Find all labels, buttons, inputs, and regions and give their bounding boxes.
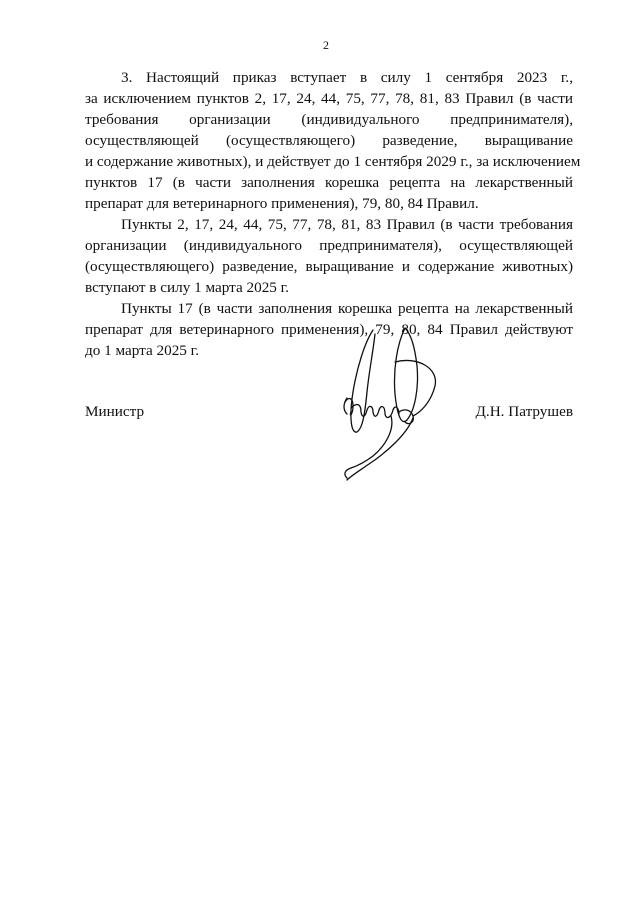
paragraph-effective-date: [85, 67, 581, 214]
paragraph-line: и содержание животных), и действует до 1 сентября 2029 г., за исключением: [85, 153, 581, 170]
paragraph-line: препарат для ветеринарного применения), 79, 80, 84 Правил.: [85, 195, 479, 212]
paragraph-line: (осуществляющего) разведение, выращивание и содержание животных): [85, 258, 573, 275]
paragraph-line: 3. Настоящий приказ вступает в силу 1 сентября 2023 г.,: [121, 69, 573, 86]
page-number: 2: [323, 38, 329, 52]
paragraph-line: Пункты 17 (в части заполнения корешка рецепта на лекарственный: [121, 300, 573, 317]
paragraph-line: Пункты 2, 17, 24, 44, 75, 77, 78, 81, 83 Правил (в части требования: [121, 216, 573, 233]
paragraph-line: осуществляющей (осуществляющего) разведение, выращивание: [85, 132, 573, 149]
handwritten-signature: [335, 322, 445, 487]
paragraph-line: за исключением пунктов 2, 17, 24, 44, 75, 77, 78, 81, 83 Правил (в части: [85, 90, 573, 107]
paragraph-line: требования организации (индивидуального предпринимателя),: [85, 111, 573, 128]
signatory-title: Министр: [85, 403, 145, 420]
paragraph-line: до 1 марта 2025 г.: [85, 342, 199, 359]
signatory-name: Д.Н. Патрушев: [475, 403, 573, 420]
paragraph-line: пунктов 17 (в части заполнения корешка рецепта на лекарственный: [85, 174, 573, 191]
paragraph-line: организации (индивидуального предпринимателя), осуществляющей: [85, 237, 573, 254]
paragraph-line: препарат для ветеринарного применения), 79, 80, 84 Правил действуют: [85, 321, 573, 338]
paragraph-points-effective: [85, 214, 573, 298]
paragraph-points-valid-until: [85, 298, 573, 361]
document-body: [85, 67, 581, 361]
paragraph-line: вступают в силу 1 марта 2025 г.: [85, 279, 289, 296]
